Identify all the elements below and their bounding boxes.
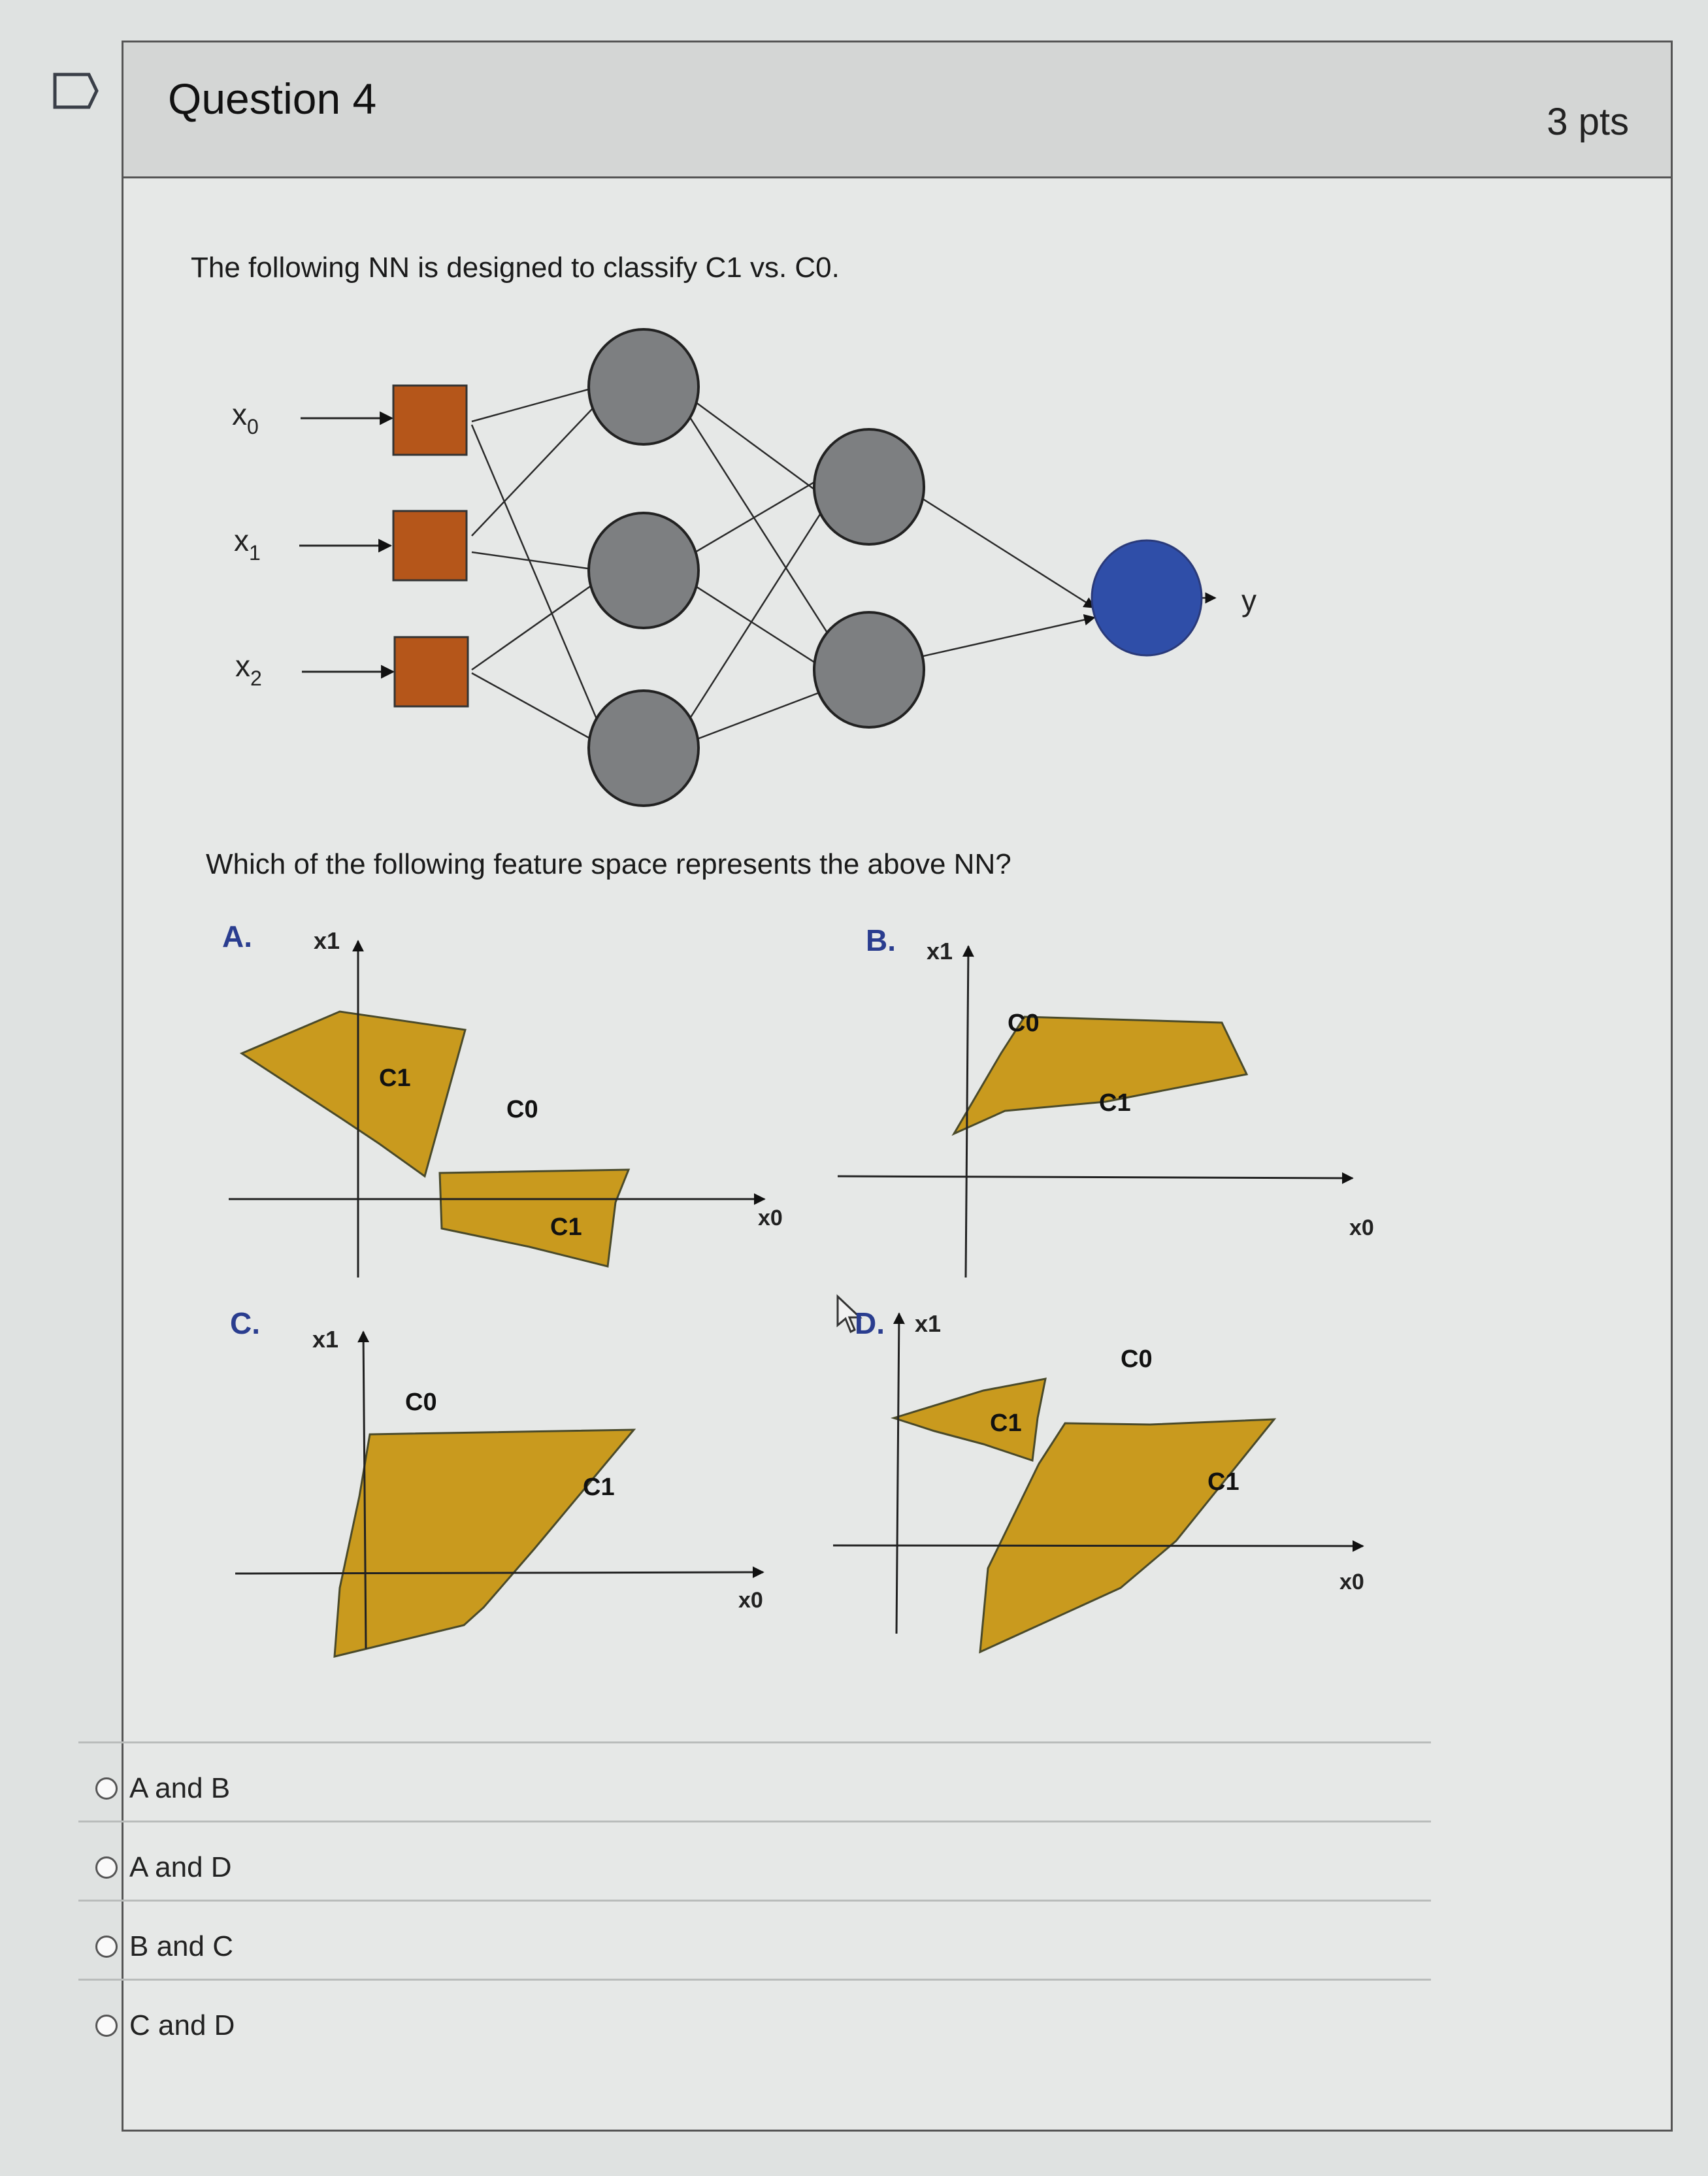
answer-options bbox=[78, 1741, 1431, 2058]
output-label-y: y bbox=[1241, 584, 1256, 618]
x-axis bbox=[235, 1572, 763, 1574]
bookmark-flag-icon[interactable] bbox=[52, 72, 99, 110]
x-axis bbox=[838, 1176, 1353, 1178]
input-label-x0: $x_0$ bbox=[232, 397, 259, 438]
feature-space-panel-d bbox=[823, 1294, 1444, 1673]
input-node-x0 bbox=[393, 386, 467, 455]
feature-space-panel-c bbox=[216, 1300, 804, 1666]
answer-option-a-and-b[interactable] bbox=[78, 1741, 1431, 1821]
question-intro: The following NN is designed to classify C1 vs. C0. bbox=[191, 252, 840, 284]
y-axis-label: x1 bbox=[915, 1310, 942, 1337]
input-nodes bbox=[393, 386, 468, 706]
panel-letter-c: C. bbox=[230, 1306, 260, 1340]
c1-region bbox=[335, 1430, 634, 1657]
x-axis-label: x0 bbox=[1349, 1215, 1374, 1240]
answer-option-c-and-d[interactable] bbox=[78, 1979, 1431, 2058]
panel-letter-a: A. bbox=[222, 919, 252, 953]
y-axis-label: x1 bbox=[314, 927, 340, 954]
neural-network-diagram bbox=[203, 314, 1379, 823]
input-label-x2: $x_2$ bbox=[235, 649, 262, 690]
y-axis bbox=[896, 1313, 899, 1634]
input-arrows bbox=[299, 418, 393, 672]
c1-region bbox=[440, 1170, 629, 1266]
question-header bbox=[123, 42, 1671, 178]
question-title: Question 4 bbox=[168, 74, 377, 123]
region-label: C0 bbox=[1008, 1010, 1040, 1037]
answer-option-b-and-c[interactable] bbox=[78, 1900, 1431, 1979]
answer-label[interactable]: B and C bbox=[129, 1930, 233, 1962]
region-label: C1 bbox=[379, 1064, 411, 1092]
region-label: C1 bbox=[990, 1409, 1022, 1437]
region-label: C0 bbox=[1121, 1345, 1153, 1373]
c1-region bbox=[894, 1379, 1045, 1460]
radio-button[interactable] bbox=[95, 1856, 118, 1879]
radio-button[interactable] bbox=[95, 1777, 118, 1800]
x-axis-label: x0 bbox=[1339, 1570, 1364, 1594]
x-axis bbox=[833, 1545, 1363, 1546]
region-label: C1 bbox=[1207, 1468, 1240, 1496]
panel-letter-d: D. bbox=[855, 1306, 885, 1340]
hidden-layer-1 bbox=[589, 329, 698, 806]
answer-label[interactable]: A and D bbox=[129, 1851, 232, 1883]
region-label: C1 bbox=[1099, 1089, 1131, 1117]
answer-label[interactable]: A and B bbox=[129, 1772, 231, 1804]
y-axis-label: x1 bbox=[312, 1326, 339, 1353]
question-points: 3 pts bbox=[1547, 101, 1629, 143]
radio-button[interactable] bbox=[95, 1936, 118, 1958]
x-axis-label: x0 bbox=[758, 1206, 783, 1230]
hidden-layer-2 bbox=[814, 429, 924, 727]
radio-button[interactable] bbox=[95, 2015, 118, 2037]
input-label-x1: $x_1$ bbox=[234, 523, 261, 565]
y-axis-label: x1 bbox=[927, 938, 953, 964]
feature-space-panel-b bbox=[830, 915, 1418, 1281]
region-label: C0 bbox=[506, 1096, 538, 1123]
question-prompt: Which of the following feature space represents the above NN? bbox=[206, 848, 1011, 880]
answer-label[interactable]: C and D bbox=[129, 2009, 235, 2041]
answer-option-a-and-d[interactable] bbox=[78, 1821, 1431, 1900]
region-label: C1 bbox=[550, 1213, 582, 1241]
feature-space-panel-a bbox=[216, 915, 804, 1281]
output-node bbox=[1092, 540, 1202, 655]
x-axis-label: x0 bbox=[738, 1588, 763, 1613]
panel-letter-b: B. bbox=[866, 923, 896, 957]
region-label: C1 bbox=[583, 1474, 615, 1501]
c1-region bbox=[242, 1012, 465, 1176]
y-axis bbox=[966, 946, 968, 1278]
input-node-x2 bbox=[395, 637, 468, 706]
region-label: C0 bbox=[405, 1389, 437, 1416]
input-node-x1 bbox=[393, 511, 467, 580]
